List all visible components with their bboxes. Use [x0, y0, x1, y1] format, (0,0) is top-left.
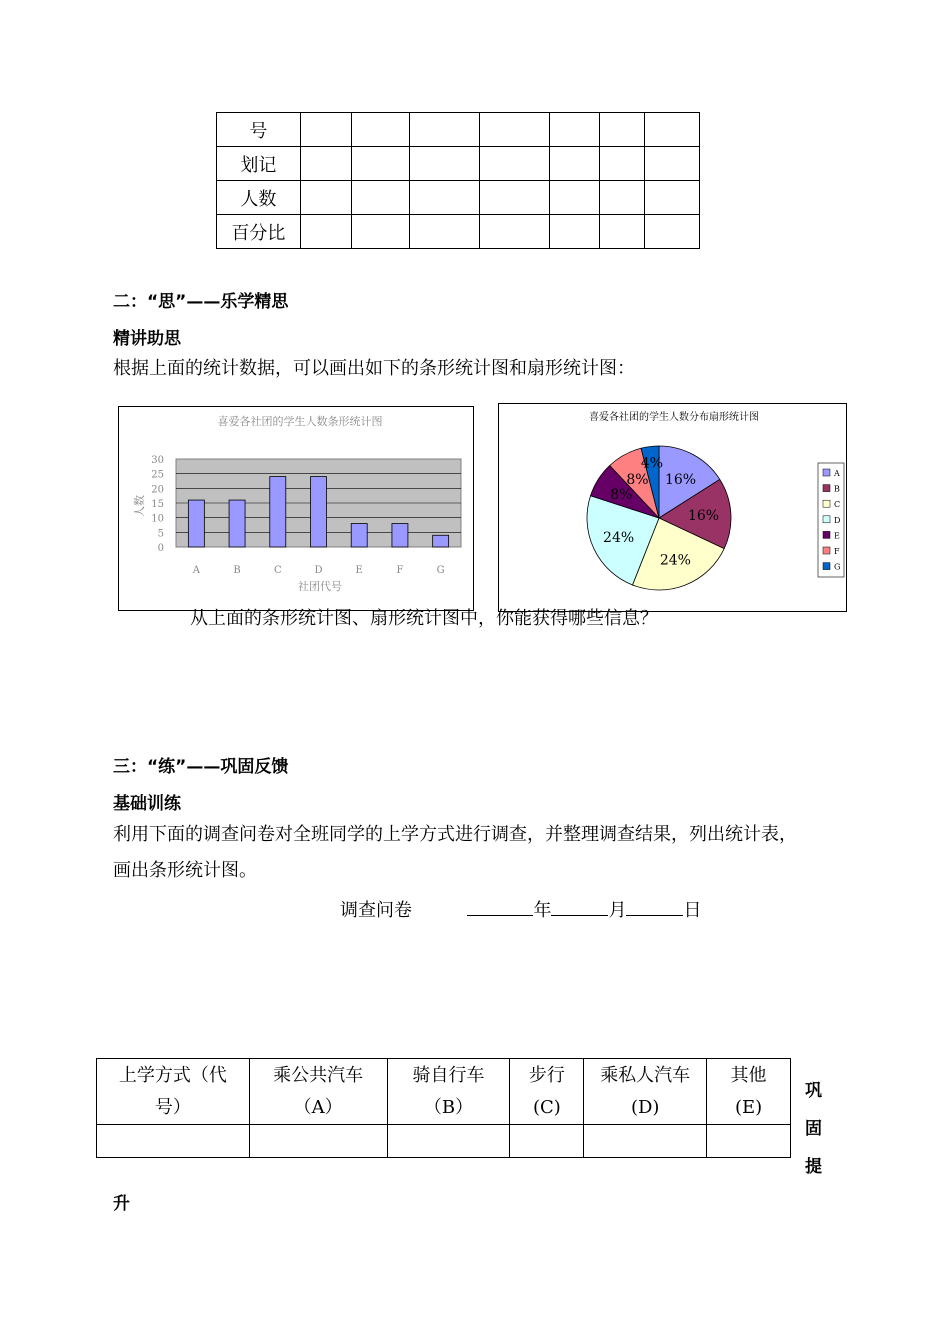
bar-chart-ylabel: 人数	[133, 495, 146, 517]
pie-label-E: 8%	[610, 487, 633, 504]
bar-chart	[118, 406, 474, 611]
legend-swatch-G	[823, 563, 830, 570]
pie-label-F: 8%	[626, 471, 649, 488]
pie-label-C: 24%	[659, 552, 691, 569]
x-tick-label: F	[396, 565, 404, 576]
header-cell: 乘公共汽车 （A）	[249, 1059, 387, 1125]
pie-label-A: 16%	[664, 471, 697, 488]
bar-chart-xlabel: 社团代号	[298, 580, 342, 593]
footer-char: 升	[113, 1194, 130, 1214]
survey-header-row	[97, 1059, 791, 1125]
y-tick-label: 10	[151, 513, 164, 525]
header-cell: 乘私人汽车 (D)	[584, 1059, 707, 1125]
bar-E	[351, 524, 367, 547]
pie-chart-title: 喜爱各社团的学生人数分布扇形统计图	[589, 412, 759, 423]
chart-question: 从上面的条形统计图、扇形统计图中，你能获得哪些信息？	[190, 608, 658, 629]
record-table	[216, 112, 700, 249]
legend-label-G: G	[834, 562, 841, 572]
legend-swatch-B	[823, 485, 830, 492]
pie-label-G: 4%	[640, 455, 664, 472]
y-tick-label: 30	[151, 455, 164, 466]
legend-swatch-F	[823, 547, 830, 554]
section2-heading: 二：“思”——乐学精思	[113, 292, 289, 312]
year-label: 年	[533, 900, 552, 921]
section2-subheading: 精讲助思	[113, 329, 181, 349]
table-row	[217, 147, 700, 181]
x-tick-label: A	[192, 565, 200, 576]
table-row	[217, 215, 700, 249]
legend-swatch-D	[823, 516, 830, 523]
x-tick-label: B	[233, 565, 241, 576]
section3-paragraph-line1: 利用下面的调查问卷对全班同学的上学方式进行调查，并整理调查结果，列出统计表，	[113, 824, 797, 845]
month-label: 月	[608, 900, 627, 921]
pie-label-D: 24%	[603, 530, 635, 547]
survey-table	[96, 1058, 791, 1158]
header-cell: 其他 (E)	[707, 1059, 791, 1125]
header-cell: 步行 (C)	[510, 1059, 584, 1125]
bar-D	[311, 477, 327, 547]
x-tick-label: E	[355, 565, 363, 576]
section3-paragraph-line2: 画出条形统计图。	[113, 860, 257, 881]
table-row	[217, 113, 700, 147]
x-tick-label: G	[436, 565, 445, 576]
month-blank[interactable]	[551, 897, 608, 916]
bar-C	[270, 477, 286, 547]
side-label-1: 巩	[805, 1081, 822, 1101]
legend-label-F: F	[834, 547, 840, 556]
bar-A	[188, 500, 204, 547]
side-label-3: 提	[805, 1157, 822, 1177]
legend-label-E: E	[834, 531, 840, 541]
survey-data-row	[97, 1125, 791, 1158]
legend-swatch-A	[823, 469, 830, 476]
bar-G	[433, 535, 449, 547]
y-tick-label: 0	[157, 543, 164, 554]
row-label: 人数	[217, 181, 301, 215]
day-blank[interactable]	[626, 897, 683, 916]
section2-intro: 根据上面的统计数据，可以画出如下的条形统计图和扇形统计图：	[113, 358, 635, 379]
y-tick-label: 25	[151, 469, 164, 481]
legend-label-B: B	[834, 484, 840, 494]
pie-label-B: 16%	[687, 508, 720, 525]
bar-chart-title: 喜爱各社团的学生人数条形统计图	[217, 415, 383, 428]
table-row	[217, 181, 700, 215]
legend-swatch-E	[823, 531, 830, 538]
bar-F	[392, 524, 408, 547]
section3-heading: 三：“练”——巩固反馈	[113, 757, 289, 777]
y-tick-label: 5	[157, 528, 164, 540]
side-label-2: 固	[805, 1119, 822, 1139]
survey-title-line	[340, 897, 701, 923]
legend-label-D: D	[834, 515, 841, 525]
row-label: 号	[217, 113, 301, 147]
y-tick-label: 20	[151, 484, 164, 496]
legend-label-A: A	[834, 469, 840, 478]
legend-swatch-C	[823, 500, 830, 507]
section3-subheading: 基础训练	[113, 794, 181, 814]
row-label: 划记	[217, 147, 301, 181]
pie-chart	[498, 403, 847, 612]
year-blank[interactable]	[467, 897, 533, 916]
bar-B	[229, 500, 245, 547]
y-tick-label: 15	[151, 499, 164, 510]
survey-title: 调查问卷	[340, 900, 412, 921]
x-tick-label: D	[314, 565, 323, 576]
header-cell: 骑自行车 （B）	[387, 1059, 510, 1125]
legend-label-C: C	[834, 500, 841, 510]
day-label: 日	[683, 900, 702, 921]
header-cell: 上学方式（代 号）	[97, 1059, 250, 1125]
row-label: 百分比	[217, 215, 301, 249]
x-tick-label: C	[273, 565, 282, 576]
